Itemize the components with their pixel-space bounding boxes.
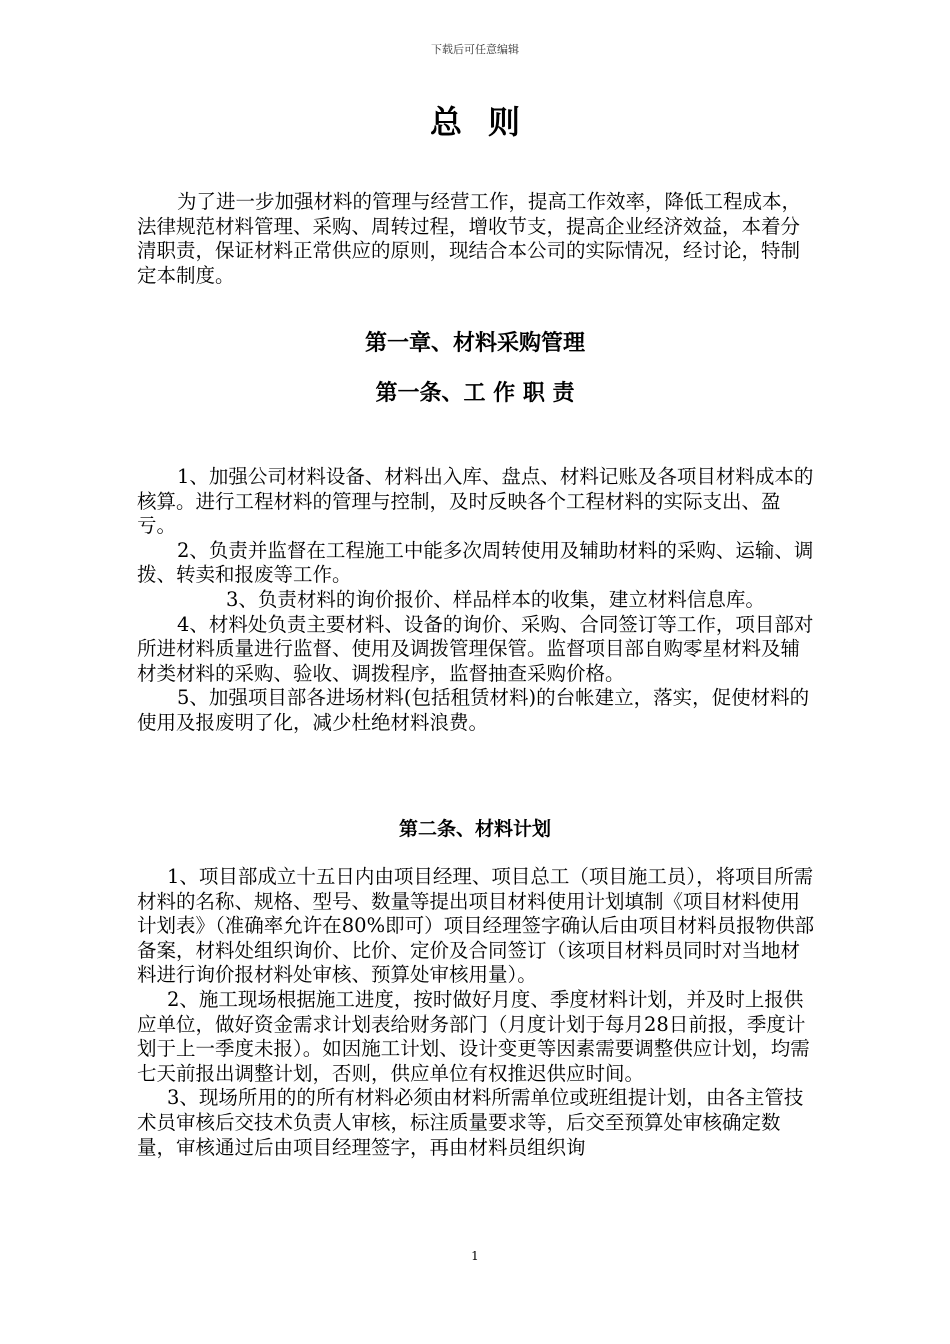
article1-body [137,465,817,736]
page-title: 总则 [429,103,546,141]
article-heading: 第二条、材料计划 [398,818,551,840]
article1-item: 3、负责材料的询价报价、样品样本的收集，建立材料信息库。 [226,587,765,611]
article1-item: 2、负责并监督在工程施工中能多次周转使用及辅助材料的采购、运输、调拨、转卖和报废等工作。 [137,538,814,587]
article1-item: 1、加强公司材料设备、材料出入库、盘点、材料记账及各项目材料成本的核算。进行工程材料的管理与控制，及时反映各个工程材料的实际支出、盈亏。 [137,465,814,538]
article2-item: 1、项目部成立十五日内由项目经理、项目总工（项目施工员），将项目所需材料的名称、规格、型号、数量等提出项目材料使用计划填制《项目材料使用计划表》（准确率允许在80%即可）项目经理签字确认后由项目材料员报物供部备案，材料处组织询价、比价、定价及合同签订（该项目材料员同时对当地材料进行询价报材料处审核、预算处审核用量）。 [137,865,815,987]
article2-item: 2、施工现场根据施工进度，按时做好月度、季度材料计划，并及时上报供应单位，做好资金需求计划表给财务部门（月度计划于每月28日前报，季度计划于上一季度未报）。如因施工计划、设计变更等因素需要调整供应计划，均需七天前报出调整计划，否则，供应单位有权推迟供应时间。 [137,987,810,1085]
chapter-heading: 第一章、材料采购管理 [364,330,585,356]
page-header: 下载后可任意编辑 [431,43,519,56]
page-number: 1 [471,1249,479,1263]
article1-item: 4、材料处负责主要材料、设备的询价、采购、合同签订等工作，项目部对所进材料质量进行监督、使用及调拨管理保管。监督项目部自购零星材料及辅材类材料的采购、验收、调拨程序，监督抽查采购价格。 [137,612,814,685]
article-heading: 第一条、工 作 职 责 [375,380,575,406]
article2-item: 3、现场所用的的所有材料必须由材料所需单位或班组提计划，由各主管技术员审核后交技术负责人审核，标注质量要求等，后交至预算处审核确定数量，审核通过后由项目经理签字，再由材料员组织询 [137,1086,804,1159]
article1-item: 5、加强项目部各进场材料(包括租赁材料)的台帐建立，落实，促使材料的使用及报废明了化，减少杜绝材料浪费。 [137,686,810,734]
intro-section [137,190,817,288]
intro-paragraph: 为了进一步加强材料的管理与经营工作，提高工作效率，降低工程成本，法律规范材料管理、采购、周转过程，增收节支，提高企业经济效益，本着分清职责，保证材料正常供应的原则，现结合本公司的实际情况，经讨论，特制定本制度。 [137,190,802,287]
article2-body [137,865,817,1160]
